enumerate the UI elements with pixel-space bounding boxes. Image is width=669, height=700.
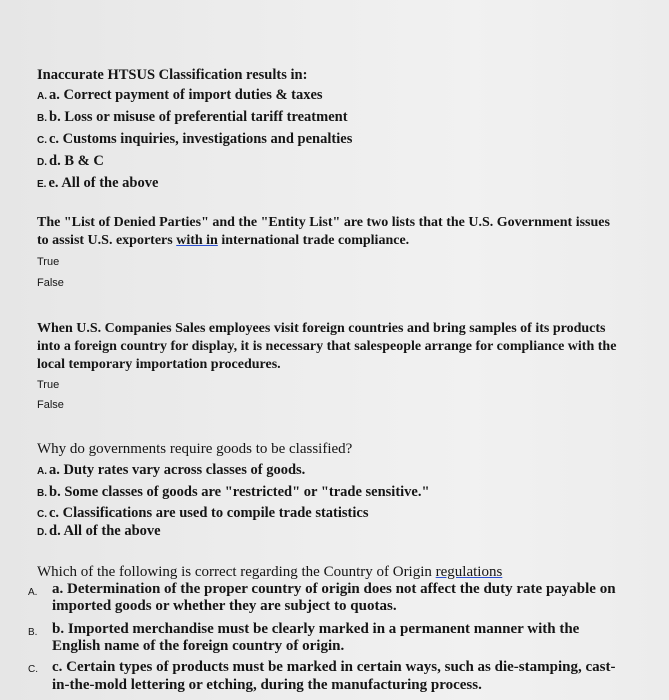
question-5-option-c-line-1: c. Certain types of products must be marked in certain ways, such as die-stamping, cast- [52, 659, 616, 675]
question-1-option-d[interactable]: D. d. B & C [37, 153, 104, 169]
question-2-false-option[interactable]: False [37, 277, 64, 289]
question-2-true-option[interactable]: True [37, 256, 60, 268]
question-5-option-a-tag: A. [28, 587, 38, 598]
question-1-option-e[interactable]: E. e. All of the above [37, 175, 159, 191]
question-3-false-option[interactable]: False [37, 399, 64, 411]
question-5-option-b-tag: B. [28, 627, 38, 638]
question-3-stem-line-2: into a foreign country for display, it is necessary that salespeople arrange for compliance with the [37, 339, 617, 354]
question-4-option-d[interactable]: D. d. All of the above [37, 523, 161, 539]
question-1-stem: Inaccurate HTSUS Classification results in: [37, 67, 308, 83]
question-5-option-a-line-2: imported goods or whether they are subject to quotas. [52, 598, 397, 614]
question-1-option-a[interactable]: A. a. Correct payment of import duties & taxes [37, 87, 323, 103]
question-5-option-a-line-1: a. Determination of the proper country of origin does not affect the duty rate payable on [52, 581, 616, 597]
question-1-option-c[interactable]: C. c. Customs inquiries, investigations and penalties [37, 131, 353, 147]
with-in-link: with in [176, 233, 218, 248]
question-5-option-c-line-2: in-the-mold lettering or etching, during the manufacturing process. [52, 677, 482, 693]
question-3-stem-line-1: When U.S. Companies Sales employees visit foreign countries and bring samples of its products [37, 321, 606, 336]
question-4-option-b[interactable]: B. b. Some classes of goods are "restricted" or "trade sensitive." [37, 484, 430, 500]
question-5-option-c-tag: C. [28, 664, 38, 675]
question-2-stem-line-2: to assist U.S. exporters with in international trade compliance. [37, 233, 410, 248]
question-4-option-a[interactable]: A. a. Duty rates vary across classes of goods. [37, 462, 306, 478]
question-3-stem-line-3: local temporary importation procedures. [37, 357, 281, 372]
question-5-stem: Which of the following is correct regarding the Country of Origin regulations [37, 564, 503, 580]
question-2-stem-line-1: The "List of Denied Parties" and the "Entity List" are two lists that the U.S. Government issues [37, 215, 610, 230]
question-4-stem: Why do governments require goods to be classified? [37, 441, 353, 457]
question-5-option-b-line-1: b. Imported merchandise must be clearly marked in a permanent manner with the [52, 621, 580, 637]
question-3-true-option[interactable]: True [37, 379, 60, 391]
question-4-option-c[interactable]: C. c. Classifications are used to compile trade statistics [37, 505, 369, 521]
question-1-option-b[interactable]: B. b. Loss or misuse of preferential tariff treatment [37, 109, 348, 125]
regulations-link: regulations [435, 564, 503, 580]
question-5-option-b-line-2: English name of the foreign country of origin. [52, 638, 345, 654]
